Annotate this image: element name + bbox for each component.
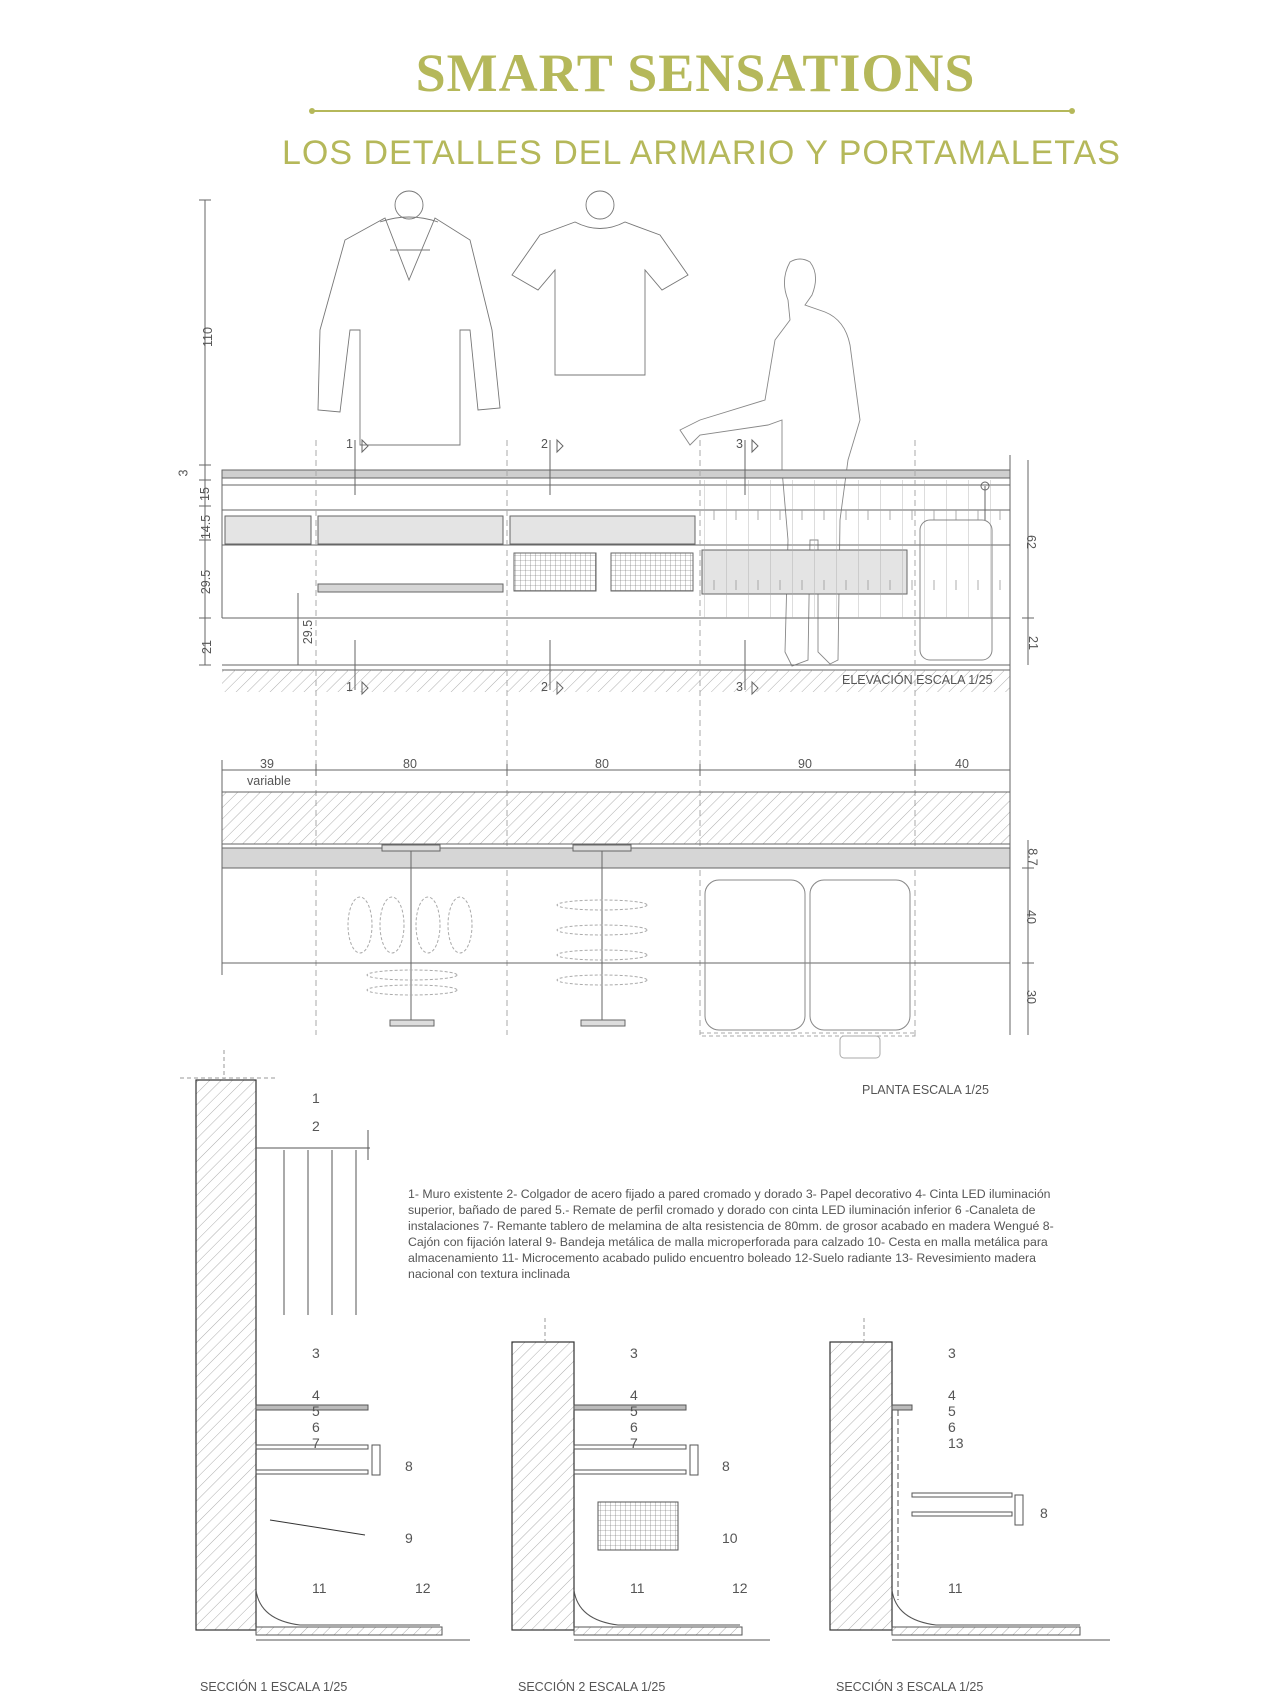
section-caption: SECCIÓN 3 ESCALA 1/25	[836, 1680, 984, 1694]
section-1	[180, 1050, 470, 1640]
callout: 12	[415, 1580, 431, 1596]
legend-text: 1- Muro existente 2- Colgador de acero fijado a pared cromado y dorado 3- Papel decorativo 4- Cinta LED iluminación superior, bañado de pared 5.- Remate de perfil cromado y dorado con cinta LED iluminación inferior 6 -Canaleta de instalaciones 7- Remante tablero de melamina de alta resistencia de 80mm. de grosor acabado en madera Wengué 8- Cajón con fijación lateral 9- Bandeja metálica de malla microperforada para calzado 10- Cesta en malla metálica para almacenamiento 11- Microcemento acabado pulido encuentro boleado 12-Suelo radiante 13- Revesimiento madera nacional con textura inclinada	[408, 1187, 1054, 1281]
dim-label: 40	[955, 757, 969, 771]
callout: 2	[312, 1118, 320, 1134]
section-mark: 1	[346, 437, 353, 451]
section-mark: 2	[541, 437, 548, 451]
dim-label: 40	[1023, 910, 1038, 924]
section-mark: 2	[541, 680, 548, 694]
dim-label: 62	[1023, 535, 1038, 549]
dim-label: 21	[199, 640, 214, 654]
callout: 1	[312, 1090, 320, 1106]
tshirt-drawing	[512, 191, 688, 375]
section-mark: 3	[736, 680, 743, 694]
callout: 3	[948, 1345, 956, 1361]
callout: 12	[732, 1580, 748, 1596]
dim-label: 8.7	[1025, 848, 1040, 866]
callout: 4	[948, 1387, 956, 1403]
page-title: SMART SENSATIONS	[415, 43, 976, 103]
callout: 11	[630, 1580, 645, 1596]
dim-label: variable	[247, 774, 291, 788]
dim-label: 90	[798, 757, 812, 771]
callout: 3	[630, 1345, 638, 1361]
dim-label: 80	[595, 757, 609, 771]
dim-label: 110	[200, 327, 215, 347]
callout: 6	[630, 1419, 638, 1435]
callout: 6	[948, 1419, 956, 1435]
callout: 11	[312, 1580, 327, 1596]
dim-label: 80	[403, 757, 417, 771]
dim-label: 3	[176, 469, 191, 477]
coat-drawing	[318, 191, 500, 445]
callout: 3	[312, 1345, 320, 1361]
callout: 4	[630, 1387, 638, 1403]
dim-label: 30	[1023, 990, 1038, 1004]
elevation-view	[199, 191, 1034, 1035]
callout: 5	[948, 1403, 956, 1419]
plan-view	[222, 764, 1034, 1058]
dim-label: 29.5	[301, 619, 316, 645]
page-subtitle: LOS DETALLES DEL ARMARIO Y PORTAMALETAS	[282, 134, 1121, 172]
callout: 4	[312, 1387, 320, 1403]
section-caption: SECCIÓN 2 ESCALA 1/25	[518, 1680, 666, 1694]
callout: 13	[948, 1435, 964, 1451]
dim-label: 21	[1025, 636, 1040, 650]
dim-label: 15	[197, 487, 212, 501]
section-mark: 1	[346, 680, 353, 694]
callout: 5	[630, 1403, 638, 1419]
callout: 5	[312, 1403, 320, 1419]
callout: 11	[948, 1580, 963, 1596]
dim-label: 39	[260, 757, 274, 771]
callout: 10	[722, 1530, 738, 1546]
callout: 6	[312, 1419, 320, 1435]
callout: 8	[1040, 1505, 1048, 1521]
callout: 8	[405, 1458, 413, 1474]
callout: 7	[312, 1435, 320, 1451]
section-caption: SECCIÓN 1 ESCALA 1/25	[200, 1680, 348, 1694]
section-3	[830, 1318, 1110, 1640]
dim-label: 29.5	[199, 569, 214, 595]
callout: 7	[630, 1435, 638, 1451]
plan-caption: PLANTA ESCALA 1/25	[862, 1083, 989, 1097]
callout: 9	[405, 1530, 413, 1546]
callout: 8	[722, 1458, 730, 1474]
elevation-caption: ELEVACIÓN ESCALA 1/25	[842, 673, 993, 687]
section-mark: 3	[736, 437, 743, 451]
dim-label: 14.5	[199, 514, 214, 540]
